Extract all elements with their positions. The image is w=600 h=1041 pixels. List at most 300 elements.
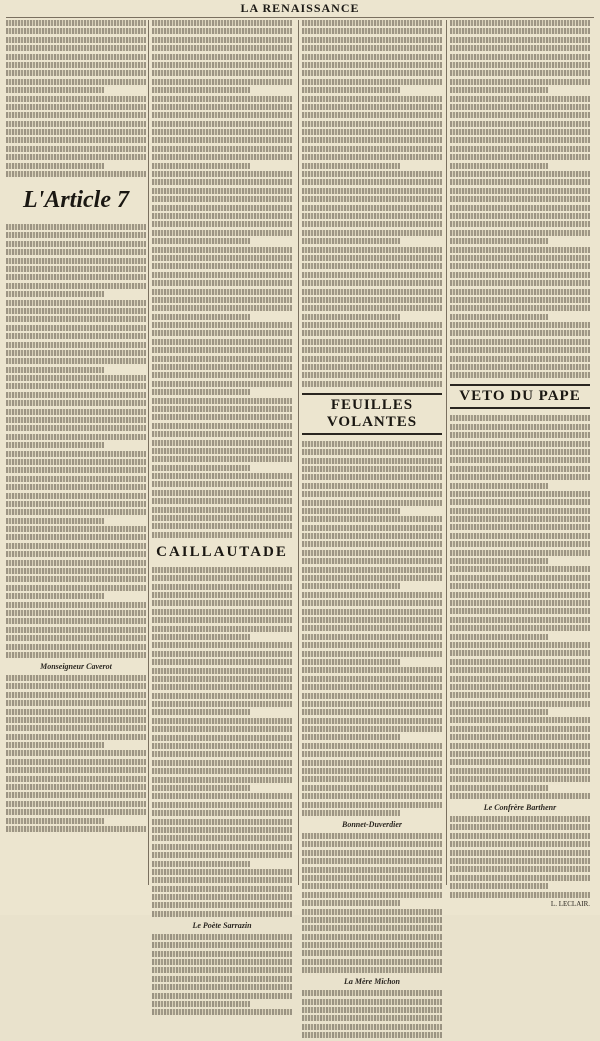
text-line [6, 146, 146, 152]
text-line [152, 984, 292, 990]
text-line [152, 490, 292, 496]
text-line [302, 592, 442, 598]
text-line [152, 440, 292, 446]
text-line [302, 925, 442, 931]
text-line [302, 1024, 442, 1030]
text-line [450, 524, 590, 530]
text-line [6, 400, 146, 406]
text-line [6, 163, 104, 169]
text-line [152, 247, 292, 253]
text-line [450, 424, 590, 430]
text-line [152, 676, 292, 682]
text-line [302, 179, 442, 185]
text-line [450, 96, 590, 102]
text-line [302, 305, 442, 311]
text-line [152, 179, 292, 185]
text-line [450, 146, 590, 152]
text-line [450, 20, 590, 26]
text-line [152, 406, 292, 412]
text-line [152, 592, 292, 598]
text-line [302, 709, 442, 715]
text-line [152, 751, 292, 757]
text-line [152, 112, 292, 118]
text-line [450, 793, 590, 799]
text-line [450, 79, 590, 85]
text-line [152, 104, 292, 110]
section-heading: VETO DU PAPE [450, 384, 590, 409]
section-heading: FEUILLES VOLANTES [302, 393, 442, 435]
text-line [302, 356, 442, 362]
text-line [450, 87, 548, 93]
text-line [6, 37, 146, 43]
text-line [302, 1007, 442, 1013]
text-line [450, 776, 590, 782]
text-line [302, 45, 442, 51]
text-line [6, 501, 146, 507]
text-line [450, 667, 590, 673]
text-line [6, 20, 146, 26]
text-line [152, 314, 250, 320]
text-line [450, 751, 590, 757]
text-line [450, 305, 590, 311]
text-line [6, 383, 146, 389]
text-line [450, 768, 590, 774]
text-line [6, 241, 146, 247]
text-line [302, 263, 442, 269]
text-line [152, 414, 292, 420]
text-line [450, 634, 548, 640]
text-line [6, 358, 146, 364]
text-line [450, 263, 590, 269]
text-line [302, 726, 442, 732]
text-line [450, 238, 548, 244]
text-line [6, 692, 146, 698]
text-line [302, 314, 400, 320]
text-line [302, 339, 442, 345]
text-line [302, 718, 442, 724]
text-line [302, 171, 442, 177]
text-line [450, 372, 590, 378]
text-line [302, 381, 442, 387]
text-line [302, 793, 442, 799]
text-line [6, 451, 146, 457]
text-line [450, 566, 590, 572]
text-line [302, 188, 442, 194]
text-line [152, 810, 292, 816]
text-line [302, 950, 442, 956]
article-text [450, 415, 590, 799]
signature: L. LECLAIR. [550, 899, 590, 908]
article-text [152, 934, 292, 1016]
text-line [450, 866, 590, 872]
text-line [152, 481, 292, 487]
text-line [152, 448, 292, 454]
text-line [152, 634, 250, 640]
text-line [302, 221, 442, 227]
text-line [450, 684, 590, 690]
text-line [302, 802, 442, 808]
text-line [152, 701, 292, 707]
text-line [302, 1032, 442, 1038]
text-line [6, 534, 146, 540]
text-line [302, 785, 442, 791]
text-line [6, 325, 146, 331]
text-line [152, 28, 292, 34]
text-line [450, 137, 590, 143]
text-line [302, 858, 442, 864]
text-line [152, 886, 292, 892]
text-line [302, 297, 442, 303]
text-line [450, 833, 590, 839]
text-line [302, 810, 400, 816]
text-line [152, 626, 292, 632]
text-line [450, 726, 590, 732]
text-line [450, 608, 590, 614]
text-line [302, 609, 442, 615]
text-line [450, 37, 590, 43]
text-line [450, 121, 590, 127]
text-line [302, 87, 400, 93]
text-line [152, 726, 292, 732]
text-line [152, 793, 292, 799]
column-3 [302, 20, 442, 1041]
text-line [450, 516, 590, 522]
text-line [6, 618, 146, 624]
text-line [450, 188, 590, 194]
text-line [152, 951, 292, 957]
text-line [450, 575, 590, 581]
text-line [302, 70, 442, 76]
text-line [302, 701, 442, 707]
text-line [450, 617, 590, 623]
text-line [302, 990, 442, 996]
text-line [6, 121, 146, 127]
text-line [6, 45, 146, 51]
text-line [6, 232, 146, 238]
text-line [302, 583, 400, 589]
text-line [450, 364, 590, 370]
text-line [302, 491, 442, 497]
text-line [152, 877, 292, 883]
text-line [450, 356, 590, 362]
text-line [302, 684, 442, 690]
text-line [302, 883, 442, 889]
text-line [6, 333, 146, 339]
text-line [302, 900, 400, 906]
text-line [152, 532, 292, 538]
text-line [302, 625, 442, 631]
text-line [152, 280, 292, 286]
text-line [450, 104, 590, 110]
text-line [450, 850, 590, 856]
text-line [450, 179, 590, 185]
text-line [6, 568, 146, 574]
text-line [152, 942, 292, 948]
text-line [152, 171, 292, 177]
text-line [302, 693, 442, 699]
text-line [302, 516, 442, 522]
text-line [152, 617, 292, 623]
text-line [450, 62, 590, 68]
text-line [302, 892, 442, 898]
text-line [450, 734, 590, 740]
text-line [6, 734, 146, 740]
text-line [302, 104, 442, 110]
text-line [152, 777, 292, 783]
headline: L'Article 7 [23, 187, 129, 214]
text-line [6, 610, 146, 616]
text-line [450, 129, 590, 135]
text-line [152, 62, 292, 68]
text-line [450, 875, 590, 881]
text-line [450, 625, 590, 631]
text-line [302, 129, 442, 135]
text-line [152, 230, 292, 236]
text-line [152, 827, 292, 833]
text-line [450, 816, 590, 822]
text-line [6, 709, 146, 715]
text-line [302, 289, 442, 295]
text-line [152, 381, 292, 387]
text-line [6, 826, 146, 832]
subheading: La Mère Michon [344, 977, 400, 987]
text-line [302, 37, 442, 43]
text-line [302, 330, 442, 336]
text-line [302, 676, 442, 682]
text-line [152, 861, 250, 867]
article-text [450, 20, 590, 378]
text-line [152, 735, 292, 741]
text-line [302, 62, 442, 68]
text-line [450, 676, 590, 682]
text-line [152, 398, 292, 404]
text-line [450, 205, 590, 211]
text-line [450, 550, 590, 556]
text-line [450, 415, 590, 421]
column-rule [298, 20, 299, 885]
text-line [152, 37, 292, 43]
text-line [6, 767, 146, 773]
text-line [6, 725, 146, 731]
article-text [6, 224, 146, 658]
text-line [6, 717, 146, 723]
text-line [302, 238, 400, 244]
text-line [450, 650, 590, 656]
text-line [302, 449, 442, 455]
text-line [6, 493, 146, 499]
column-1 [6, 20, 146, 834]
text-line [450, 592, 590, 598]
masthead-rule [6, 17, 594, 18]
text-line [302, 867, 442, 873]
text-line [6, 675, 146, 681]
text-line [302, 967, 442, 973]
article-text [302, 20, 442, 387]
text-line [450, 347, 590, 353]
text-line [152, 693, 292, 699]
text-line [6, 342, 146, 348]
text-line [302, 322, 442, 328]
text-line [6, 644, 146, 650]
text-line [152, 1009, 292, 1015]
text-line [152, 129, 292, 135]
text-line [152, 289, 292, 295]
text-line [450, 558, 548, 564]
text-line [6, 484, 146, 490]
text-line [450, 717, 590, 723]
text-line [302, 441, 442, 447]
text-line [6, 801, 146, 807]
text-line [450, 247, 590, 253]
text-line [152, 213, 292, 219]
text-line [302, 634, 442, 640]
text-line [302, 79, 442, 85]
text-line [302, 841, 442, 847]
text-line [152, 473, 292, 479]
text-line [450, 54, 590, 60]
text-line [302, 272, 442, 278]
text-line [6, 417, 146, 423]
text-line [6, 818, 104, 824]
text-line [302, 54, 442, 60]
text-line [450, 339, 590, 345]
text-line [450, 583, 590, 589]
text-line [6, 784, 146, 790]
text-line [152, 852, 292, 858]
text-line [302, 347, 442, 353]
text-line [450, 45, 590, 51]
text-line [152, 523, 292, 529]
text-line [450, 491, 590, 497]
text-line [152, 238, 250, 244]
text-line [6, 700, 146, 706]
text-line [450, 692, 590, 698]
text-line [152, 330, 292, 336]
text-line [152, 465, 250, 471]
text-line [152, 263, 292, 269]
text-line [6, 635, 146, 641]
text-line [152, 339, 292, 345]
text-line [6, 425, 146, 431]
text-line [152, 96, 292, 102]
text-line [450, 112, 590, 118]
text-line [6, 476, 146, 482]
text-line [152, 356, 292, 362]
text-line [450, 642, 590, 648]
text-line [302, 917, 442, 923]
text-line [450, 533, 590, 539]
text-line [152, 567, 292, 573]
text-line [152, 364, 292, 370]
text-line [450, 272, 590, 278]
text-line [152, 718, 292, 724]
text-line [152, 431, 292, 437]
text-line [302, 550, 442, 556]
text-line [450, 70, 590, 76]
text-line [152, 760, 292, 766]
text-line [152, 137, 292, 143]
text-line [152, 993, 292, 999]
text-line [152, 221, 292, 227]
text-line [6, 409, 146, 415]
text-line [152, 802, 292, 808]
text-line [6, 266, 146, 272]
text-line [302, 230, 442, 236]
text-line [6, 308, 146, 314]
text-line [302, 659, 400, 665]
text-line [6, 129, 146, 135]
text-line [152, 146, 292, 152]
text-line [302, 20, 442, 26]
text-line [450, 330, 590, 336]
text-line [6, 526, 146, 532]
text-line [152, 819, 292, 825]
text-line [152, 967, 292, 973]
text-line [6, 300, 146, 306]
text-line [152, 844, 292, 850]
text-line [302, 999, 442, 1005]
text-line [152, 869, 292, 875]
text-line [152, 163, 250, 169]
text-line [450, 322, 590, 328]
text-line [450, 432, 590, 438]
article-text [302, 441, 442, 816]
text-line [152, 45, 292, 51]
text-line [302, 458, 442, 464]
text-line [302, 833, 442, 839]
text-line [302, 959, 442, 965]
article-text [152, 20, 292, 538]
text-line [6, 627, 146, 633]
text-line [450, 213, 590, 219]
text-line [6, 459, 146, 465]
text-line [152, 668, 292, 674]
text-line [450, 297, 590, 303]
text-line [6, 283, 146, 289]
text-line [302, 743, 442, 749]
text-line [302, 163, 400, 169]
text-line [152, 934, 292, 940]
column-2 [152, 20, 292, 1018]
text-line [302, 642, 442, 648]
text-line [302, 372, 442, 378]
text-line [302, 525, 442, 531]
text-line [152, 768, 292, 774]
text-line [6, 258, 146, 264]
text-line [302, 651, 442, 657]
text-line [302, 96, 442, 102]
text-line [450, 541, 590, 547]
text-line [302, 255, 442, 261]
text-line [6, 759, 146, 765]
text-line [450, 466, 590, 472]
text-line [6, 392, 146, 398]
text-line [6, 809, 146, 815]
text-line [6, 316, 146, 322]
text-line [450, 255, 590, 261]
text-line [6, 274, 146, 280]
text-line [6, 792, 146, 798]
text-line [152, 507, 292, 513]
text-line [302, 213, 442, 219]
text-line [6, 87, 104, 93]
text-line [450, 171, 590, 177]
text-line [152, 659, 292, 665]
text-line [152, 205, 292, 211]
article-text [6, 675, 146, 832]
text-line [6, 776, 146, 782]
text-line [6, 96, 146, 102]
